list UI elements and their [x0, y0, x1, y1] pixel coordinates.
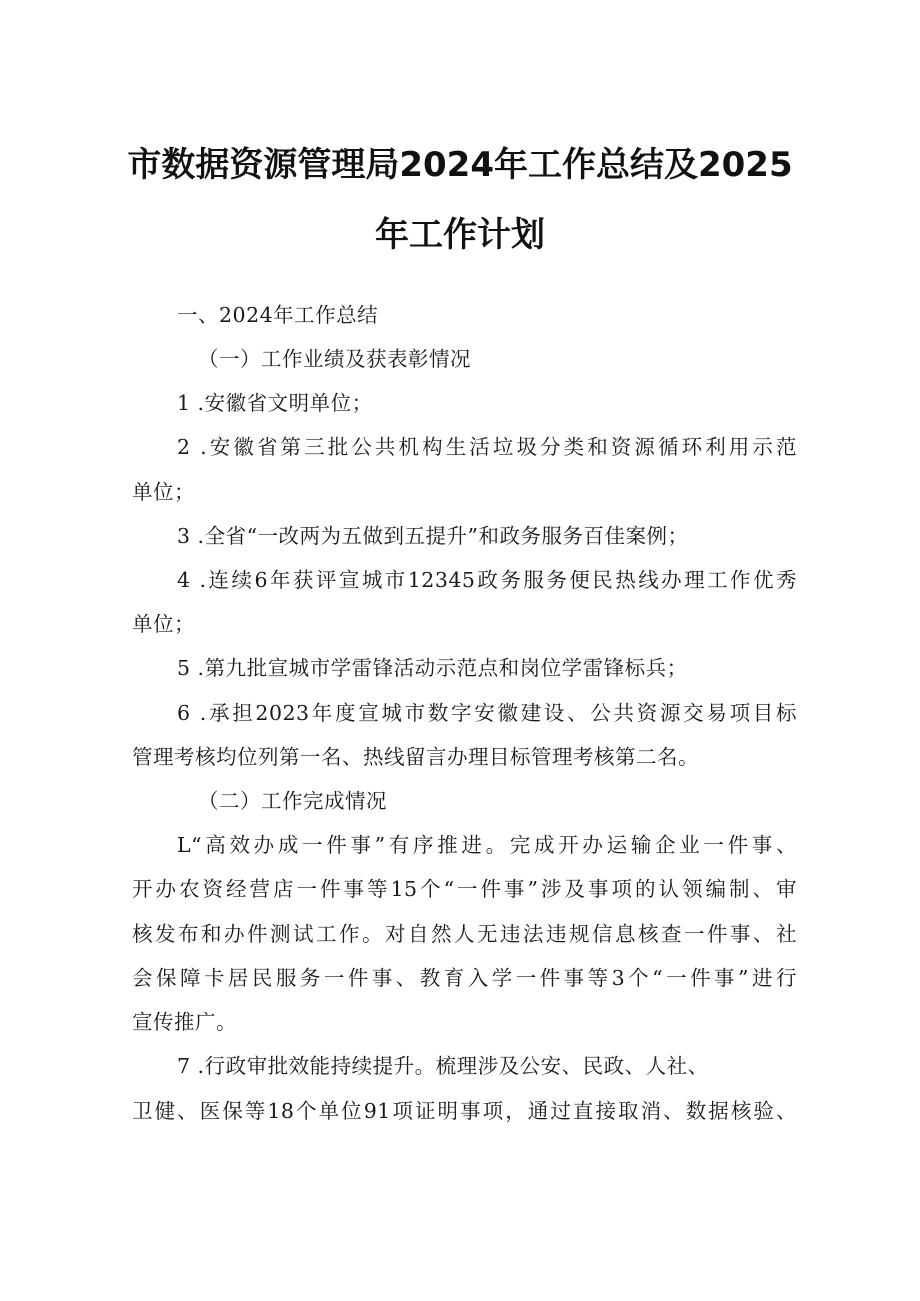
paragraph-line: 会保障卡居民服务一件事、教育入学一件事等3个“一件事”进行	[132, 966, 797, 990]
document-title-line-2: 年工作计划	[375, 215, 545, 255]
paragraph-line: 单位；	[132, 480, 195, 504]
paragraph-line: 7 .行政审批效能持续提升。梳理涉及公安、民政、人社、	[177, 1054, 709, 1078]
paragraph-line: 5 .第九批宣城市学雷锋活动示范点和岗位学雷锋标兵；	[177, 656, 688, 680]
paragraph-line: 核发布和办件测试工作。对自然人无违法违规信息核查一件事、社	[132, 922, 797, 946]
paragraph-line: 3 .全省“一改两为五做到五提升”和政务服务百佳案例；	[177, 524, 689, 548]
paragraph-line: 2 .安徽省第三批公共机构生活垃圾分类和资源循环利用示范	[177, 435, 797, 459]
paragraph-line: 单位；	[132, 612, 195, 636]
paragraph-line: 6 .承担2023年度宣城市数字安徽建设、公共资源交易项目标	[177, 701, 797, 725]
subsection-heading-achievements: （一）工作业绩及获表彰情况	[198, 347, 471, 371]
paragraph-line: 管理考核均位列第一名、热线留言办理目标管理考核第二名。	[132, 745, 699, 769]
section-heading-summary: 一、2024年工作总结	[177, 303, 379, 327]
paragraph-line: 4 .连续6年获评宣城市12345政务服务便民热线办理工作优秀	[177, 568, 797, 592]
document-title-line-1: 市数据资源管理局2024年工作总结及2025	[127, 145, 793, 185]
subsection-heading-completion: （二）工作完成情况	[198, 789, 387, 813]
paragraph-line: 开办农资经营店一件事等15个“一件事”涉及事项的认领编制、审	[132, 877, 797, 901]
paragraph-line: 宣传推广。	[132, 1010, 237, 1034]
paragraph-line: 1 .安徽省文明单位；	[177, 391, 373, 415]
paragraph-line: 卫健、医保等18个单位91项证明事项，通过直接取消、数据核验、	[132, 1099, 797, 1123]
paragraph-line: L“高效办成一件事”有序推进。完成开办运输企业一件事、	[177, 833, 797, 857]
